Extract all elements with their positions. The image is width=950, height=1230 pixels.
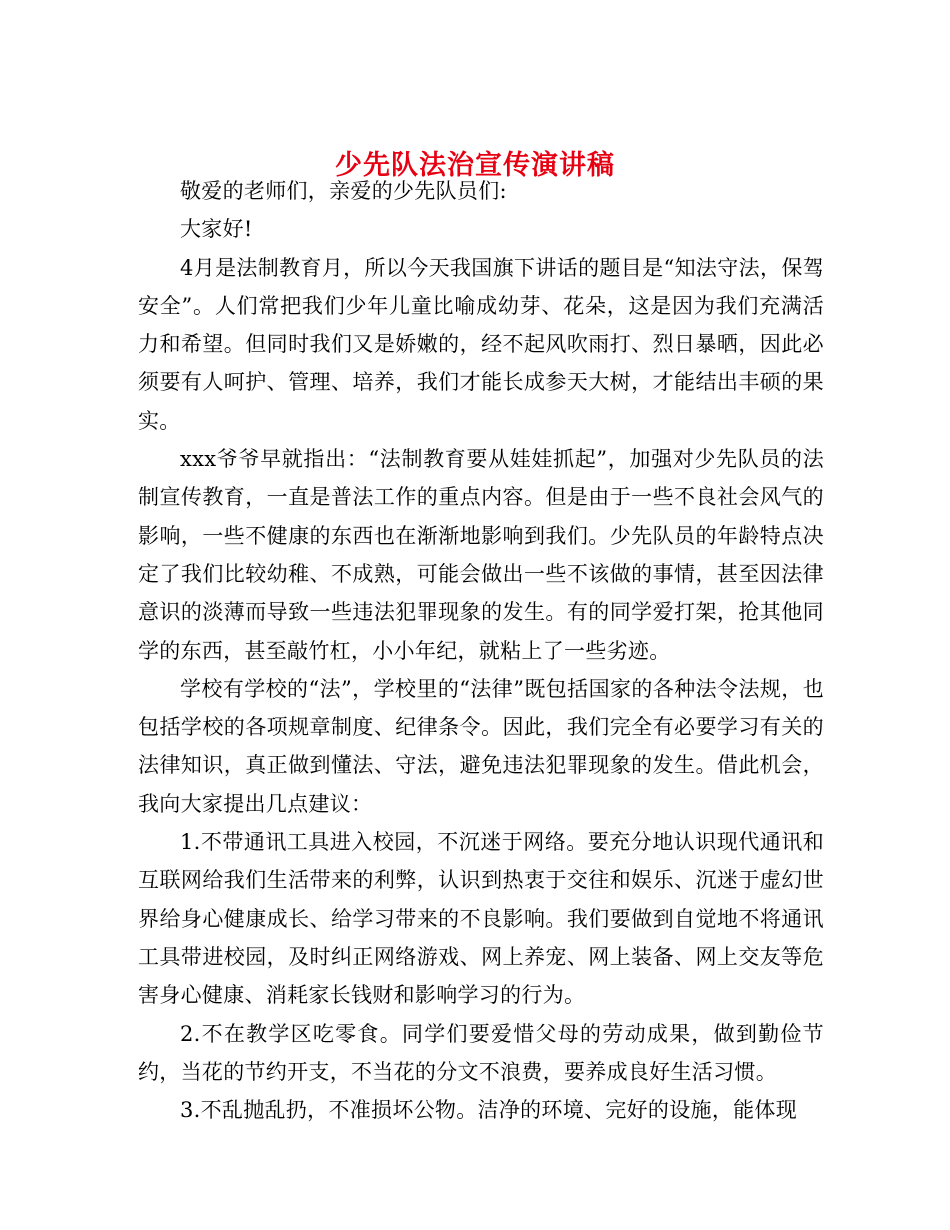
salutation: 敬爱的老师们，亲爱的少先队员们:: [180, 179, 507, 203]
suggestion-3: 3.不乱抛乱扔，不准损坏公物。洁净的环境、完好的设施，能体现: [180, 1098, 798, 1123]
paragraph-school-law: 学校有学校的“法”，学校里的“法律”既包括国家的各种法令法规，也包括学校的各项规章制度、纪律条令。因此，我们完全有必要学习有关的法律知识，真正做到懂法、守法，避免违法犯罪现象的发生。借此机会，我向大家提出几点建议：: [138, 676, 824, 816]
document-body: [138, 172, 824, 1129]
document-title: 少先队法治宣传演讲稿: [335, 150, 615, 182]
suggestion-1: 1.不带通讯工具进入校园，不沉迷于网络。要充分地认识现代通讯和互联网给我们生活带来的利弊，认识到热衷于交往和娱乐、沉迷于虚幻世界给身心健康成长、给学习带来的不良影响。我们要做到自觉地不将通讯工具带进校园，及时纠正网络游戏、网上养宠、网上装备、网上交友等危害身心健康、消耗家长钱财和影响学习的行为。: [138, 830, 824, 1008]
greeting: 大家好!: [180, 217, 253, 242]
paragraph-intro: 4月是法制教育月，所以今天我国旗下讲话的题目是“知法守法，保驾安全”。人们常把我们少年儿童比喻成幼芽、花朵，这是因为我们充满活力和希望。但同时我们又是娇嫩的，经不起风吹雨打、烈日暴晒，因此必须要有人呵护、管理、培养，我们才能长成参天大树，才能结出丰硕的果实。: [138, 255, 824, 433]
paragraph-legal-education: xxx爷爷早就指出：“法制教育要从娃娃抓起”，加强对少先队员的法制宣传教育，一直是普法工作的重点内容。但是由于一些不良社会风气的影响，一些不健康的东西也在渐渐地影响到我们。少先队员的年龄特点决定了我们比较幼稚、不成熟，可能会做出一些不该做的事情，甚至因法律意识的淡薄而导致一些违法犯罪现象的发生。有的同学爱打架，抢其他同学的东西，甚至敲竹杠，小小年纪，就粘上了一些劣迹。: [138, 447, 824, 663]
suggestion-2: 2.不在教学区吃零食。同学们要爱惜父母的劳动成果，做到勤俭节约，当花的节约开支，不当花的分文不浪费，要养成良好生活习惯。: [138, 1021, 824, 1084]
